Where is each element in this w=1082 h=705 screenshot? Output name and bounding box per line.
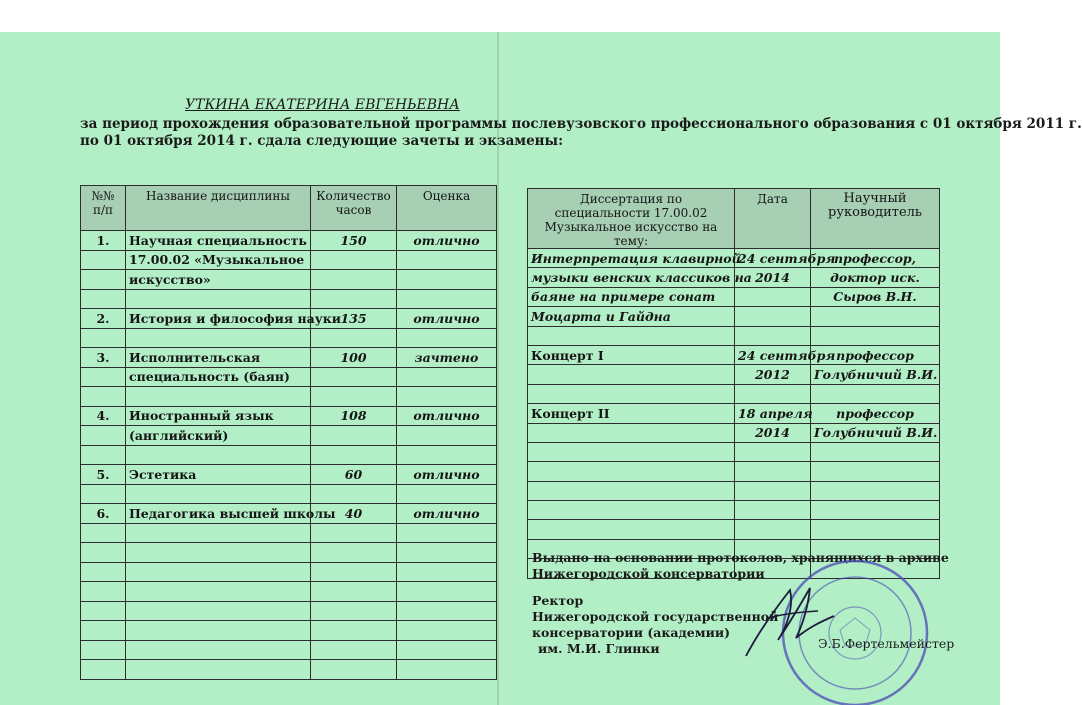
dissertation-row <box>528 287 940 306</box>
exam-row-cell <box>126 289 311 309</box>
exam-row-cell <box>81 582 126 602</box>
dissertation-row-cell <box>528 501 735 520</box>
signatory-name: Э.Б.Фертельмейстер <box>818 636 955 651</box>
exam-row-cell <box>81 250 126 270</box>
dissertation-row <box>528 365 940 384</box>
dissertation-row-cell: Концерт II <box>528 404 735 423</box>
rector-title: Ректор <box>532 593 584 608</box>
exam-row-cell <box>311 270 397 290</box>
exam-row-cell <box>81 387 126 407</box>
exam-row-cell <box>397 562 497 582</box>
dissertation-row <box>528 501 940 520</box>
dissertation-row <box>528 423 940 442</box>
exam-row-cell <box>81 640 126 660</box>
exam-row <box>81 406 497 426</box>
exam-row-cell: 40 <box>311 504 397 524</box>
col-header-dissertation: Диссертация по специальности 17.00.02 Музыкальное искусство на тему: <box>528 189 735 249</box>
dissertation-row <box>528 249 940 268</box>
exam-row-cell <box>126 640 311 660</box>
exam-row-cell <box>81 484 126 504</box>
dissertation-row-cell <box>735 287 811 306</box>
exam-row-cell <box>397 640 497 660</box>
exams-table <box>80 185 497 680</box>
header-line-1: за период прохождения образовательной программы послевузовского профессионального образования с 01 октября 2011 г. <box>80 116 1082 132</box>
exam-row <box>81 660 497 680</box>
exam-row-cell <box>81 426 126 446</box>
exam-row-cell: отлично <box>397 309 497 329</box>
dissertation-row-cell: музыки венских классиков на <box>528 268 735 287</box>
exam-row-cell <box>311 601 397 621</box>
exam-row-cell <box>81 445 126 465</box>
exam-row-cell <box>311 250 397 270</box>
exam-row-cell <box>126 601 311 621</box>
dissertation-row-cell: 18 апреля <box>735 404 811 423</box>
col-header-number: №№ п/п <box>81 186 126 231</box>
dissertation-row-cell: 2014 <box>735 268 811 287</box>
exam-row <box>81 250 497 270</box>
dissertation-row-cell: Голубничий В.И. <box>811 423 940 442</box>
exam-row-cell <box>126 445 311 465</box>
exam-row-cell <box>397 387 497 407</box>
exam-row-cell: искусство» <box>126 270 311 290</box>
dissertation-row-cell <box>528 462 735 481</box>
exam-row-cell <box>126 621 311 641</box>
exam-row-cell: 2. <box>81 309 126 329</box>
col-header-grade: Оценка <box>397 186 497 231</box>
issued-line-1: Выдано на основании протоколов, хранящихся в архиве <box>532 550 949 565</box>
dissertation-row-cell <box>528 423 735 442</box>
exam-row-cell <box>126 387 311 407</box>
exam-row-cell: Научная специальность <box>126 231 311 251</box>
exam-row-cell <box>81 367 126 387</box>
dissertation-row-cell: профессор, <box>811 249 940 268</box>
dissertation-row-cell <box>811 442 940 461</box>
dissertation-row-cell <box>528 365 735 384</box>
dissertation-row-cell <box>811 520 940 539</box>
exam-row-cell <box>126 328 311 348</box>
exam-row-cell <box>81 289 126 309</box>
exam-row-cell: специальность (баян) <box>126 367 311 387</box>
exam-row <box>81 328 497 348</box>
exam-row-cell: отлично <box>397 465 497 485</box>
exam-row <box>81 289 497 309</box>
dissertation-row <box>528 345 940 364</box>
exam-row <box>81 270 497 290</box>
exam-row-cell <box>81 660 126 680</box>
dissertation-row-cell <box>811 384 940 403</box>
exam-row <box>81 640 497 660</box>
dissertation-row-cell: профессор <box>811 345 940 364</box>
exam-row-cell: Педагогика высшей школы <box>126 504 311 524</box>
dissertation-row-cell <box>735 442 811 461</box>
dissertation-row-cell: баяне на примере сонат <box>528 287 735 306</box>
exam-row-cell <box>81 601 126 621</box>
exam-row <box>81 465 497 485</box>
dissertation-row-cell <box>735 481 811 500</box>
exam-row-cell <box>397 543 497 563</box>
exam-row-cell <box>311 543 397 563</box>
dissertation-row <box>528 268 940 287</box>
dissertation-row-cell <box>811 501 940 520</box>
exam-row-cell: 6. <box>81 504 126 524</box>
exam-row-cell <box>397 445 497 465</box>
exam-row-cell <box>311 387 397 407</box>
dissertation-row-cell: 2012 <box>735 365 811 384</box>
rector-line-3: консерватории (академии) <box>532 625 731 640</box>
dissertation-row-cell: доктор иск. <box>811 268 940 287</box>
exam-row-cell <box>81 523 126 543</box>
exam-row-cell <box>397 484 497 504</box>
dissertation-row-cell <box>811 307 940 326</box>
exam-row-cell: 135 <box>311 309 397 329</box>
dissertation-row <box>528 462 940 481</box>
exam-row <box>81 387 497 407</box>
exam-row-cell: 150 <box>311 231 397 251</box>
exam-row <box>81 582 497 602</box>
dissertation-row-cell: Интерпретация клавирной <box>528 249 735 268</box>
dissertation-row-cell <box>528 520 735 539</box>
dissertation-row-cell <box>811 326 940 345</box>
exam-row-cell: отлично <box>397 406 497 426</box>
exam-row <box>81 484 497 504</box>
exam-row-cell: отлично <box>397 231 497 251</box>
dissertation-row-cell: профессор <box>811 404 940 423</box>
exam-row-cell: 100 <box>311 348 397 368</box>
exam-row-cell <box>397 582 497 602</box>
exam-row-cell <box>81 328 126 348</box>
exam-row-cell <box>397 367 497 387</box>
col-header-hours: Количество часов <box>311 186 397 231</box>
exam-row-cell <box>311 445 397 465</box>
exam-row-cell <box>126 543 311 563</box>
exam-row-cell <box>311 289 397 309</box>
col-header-date: Дата <box>735 189 811 249</box>
student-name: УТКИНА ЕКАТЕРИНА ЕВГЕНЬЕВНА <box>185 97 460 113</box>
dissertation-row-cell: Моцарта и Гайдна <box>528 307 735 326</box>
exam-row-cell <box>397 289 497 309</box>
exam-row-cell: зачтено <box>397 348 497 368</box>
exam-row-cell: отлично <box>397 504 497 524</box>
exam-row-cell: 5. <box>81 465 126 485</box>
exam-row <box>81 601 497 621</box>
col-header-advisor: Научный руководитель <box>811 189 940 249</box>
dissertation-row-cell: 24 сентября <box>735 249 811 268</box>
exam-row-cell <box>311 328 397 348</box>
exam-row-cell <box>126 582 311 602</box>
dissertation-row-cell <box>811 462 940 481</box>
dissertation-row-cell <box>528 481 735 500</box>
exam-row-cell <box>397 523 497 543</box>
exam-row-cell: Иностранный язык <box>126 406 311 426</box>
exam-row-cell <box>397 660 497 680</box>
dissertation-row <box>528 404 940 423</box>
dissertation-row-cell <box>735 307 811 326</box>
exam-row-cell <box>397 328 497 348</box>
dissertation-table <box>527 188 949 579</box>
exam-row-cell <box>126 562 311 582</box>
rector-line-2: Нижегородской государственной <box>532 609 779 624</box>
exam-row-cell <box>126 523 311 543</box>
dissertation-row <box>528 307 940 326</box>
exam-row-cell <box>126 484 311 504</box>
exam-row-cell <box>311 660 397 680</box>
dissertation-row <box>528 520 940 539</box>
exam-row <box>81 504 497 524</box>
exam-row <box>81 523 497 543</box>
exam-row-cell <box>311 484 397 504</box>
col-header-discipline: Название дисциплины <box>126 186 311 231</box>
dissertation-row-cell <box>528 384 735 403</box>
dissertation-row <box>528 442 940 461</box>
dissertation-row-cell <box>735 462 811 481</box>
exam-row-cell: Эстетика <box>126 465 311 485</box>
dissertation-row-cell <box>528 326 735 345</box>
exam-row-cell <box>397 426 497 446</box>
exam-row-cell: 4. <box>81 406 126 426</box>
dissertation-row-cell: Сыров В.Н. <box>811 287 940 306</box>
exam-row-cell <box>81 543 126 563</box>
exam-row-cell <box>81 270 126 290</box>
exam-row <box>81 562 497 582</box>
exam-row-cell: История и философия науки <box>126 309 311 329</box>
exam-row-cell: 3. <box>81 348 126 368</box>
exam-row-cell: 17.00.02 «Музыкальное <box>126 250 311 270</box>
exam-row-cell <box>397 250 497 270</box>
exam-row-cell <box>397 621 497 641</box>
exam-row <box>81 445 497 465</box>
dissertation-row-cell: 2014 <box>735 423 811 442</box>
exam-row-cell <box>311 640 397 660</box>
exam-row-cell: Исполнительская <box>126 348 311 368</box>
dissertation-row-cell <box>735 520 811 539</box>
rector-line-4: им. М.И. Глинки <box>538 641 660 656</box>
exam-row-cell: 108 <box>311 406 397 426</box>
exam-row-cell <box>397 270 497 290</box>
dissertation-row-cell <box>735 326 811 345</box>
exam-row <box>81 543 497 563</box>
exam-row-cell: 1. <box>81 231 126 251</box>
exam-row-cell <box>81 562 126 582</box>
exam-row-cell <box>81 621 126 641</box>
dissertation-row-cell: Голубничий В.И. <box>811 365 940 384</box>
exam-row-cell <box>311 523 397 543</box>
dissertation-row-cell <box>528 442 735 461</box>
exam-row <box>81 309 497 329</box>
exam-row <box>81 348 497 368</box>
dissertation-row <box>528 384 940 403</box>
exam-row-cell <box>311 367 397 387</box>
dissertation-row-cell <box>735 501 811 520</box>
exam-row-cell <box>126 660 311 680</box>
exam-row-cell <box>311 426 397 446</box>
dissertation-row-cell: Концерт I <box>528 345 735 364</box>
exam-row <box>81 367 497 387</box>
dissertation-row-cell <box>811 481 940 500</box>
exam-row-cell: 60 <box>311 465 397 485</box>
dissertation-row-cell: 24 сентября <box>735 345 811 364</box>
exam-row-cell <box>311 562 397 582</box>
rector-signature <box>738 578 848 668</box>
exam-row <box>81 231 497 251</box>
exam-row-cell <box>311 582 397 602</box>
dissertation-row <box>528 326 940 345</box>
exam-row-cell <box>397 601 497 621</box>
exam-row-cell <box>311 621 397 641</box>
issued-line-2: Нижегородской консерватории <box>532 566 765 581</box>
dissertation-row <box>528 481 940 500</box>
dissertation-row-cell <box>735 384 811 403</box>
header-line-2: по 01 октября 2014 г. сдала следующие зачеты и экзамены: <box>80 133 564 149</box>
exam-row <box>81 426 497 446</box>
exam-row <box>81 621 497 641</box>
exam-row-cell: (английский) <box>126 426 311 446</box>
